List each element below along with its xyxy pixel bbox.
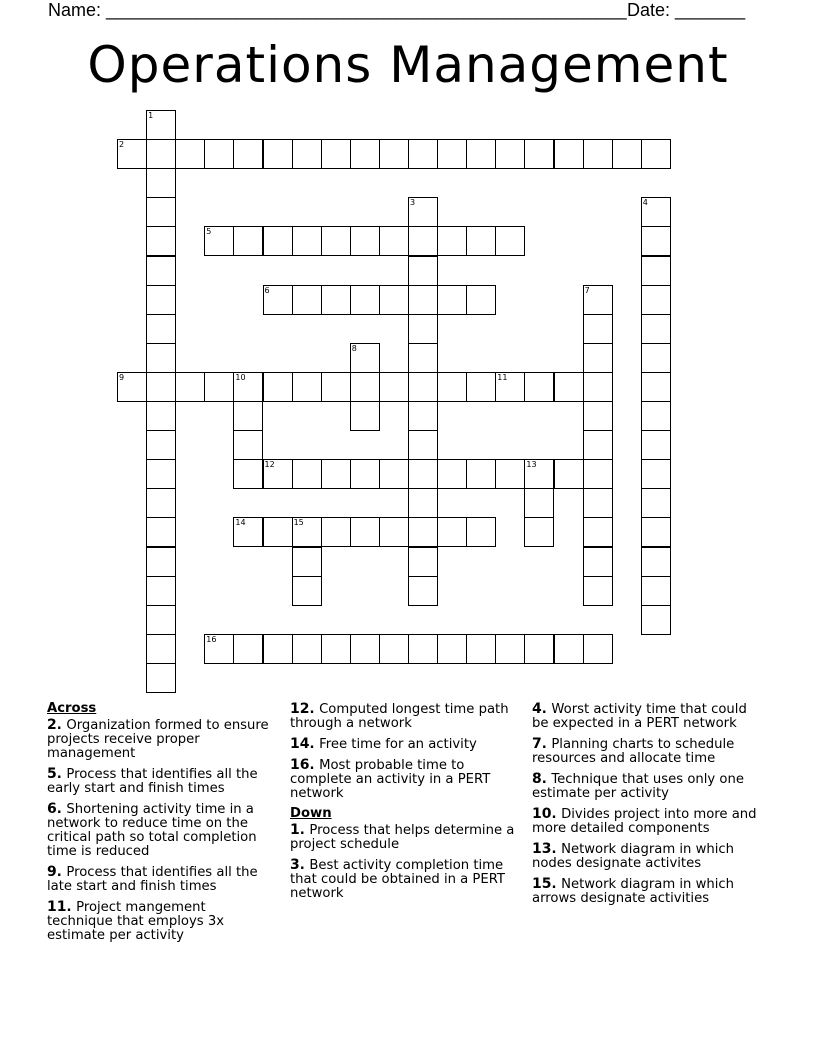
clue-number-label: 9 (119, 372, 125, 382)
crossword-cell[interactable] (408, 285, 438, 315)
crossword-cell[interactable] (437, 517, 467, 547)
crossword-cell[interactable] (292, 517, 322, 547)
crossword-cell[interactable] (641, 605, 671, 635)
crossword-cell[interactable] (233, 459, 263, 489)
crossword-cell[interactable] (554, 459, 584, 489)
clue-number-label: 16 (206, 634, 217, 644)
crossword-cell[interactable] (204, 226, 234, 256)
crossword-cell[interactable] (146, 314, 176, 344)
crossword-cell[interactable] (379, 459, 409, 489)
crossword-cell[interactable] (583, 285, 613, 315)
crossword-cell[interactable] (641, 226, 671, 256)
clue-number-label: 14 (235, 518, 246, 528)
crossword-cell[interactable] (466, 139, 496, 169)
crossword-cell[interactable] (583, 314, 613, 344)
crossword-cell[interactable] (350, 372, 380, 402)
crossword-cell[interactable] (321, 139, 351, 169)
clue-down-13: 13. Network diagram in which nodes designate activites (532, 841, 735, 871)
crossword-cell[interactable] (233, 372, 263, 402)
crossword-cell[interactable] (233, 226, 263, 256)
crossword-cell[interactable] (641, 401, 671, 431)
crossword-cell[interactable] (233, 517, 263, 547)
clue-number-label: 4 (642, 198, 648, 208)
crossword-cell[interactable] (466, 459, 496, 489)
crossword-cell[interactable] (204, 139, 234, 169)
crossword-cell[interactable] (583, 372, 613, 402)
crossword-cell[interactable] (437, 372, 467, 402)
crossword-cell[interactable] (554, 634, 584, 664)
clue-number-label: 13 (526, 460, 537, 470)
clue-number-label: 2 (119, 140, 125, 150)
clues-column-2 (290, 702, 520, 907)
crossword-cell[interactable] (641, 547, 671, 577)
down-heading: Down (290, 806, 332, 821)
crossword-cell[interactable] (554, 372, 584, 402)
clue-number-label: 1 (148, 111, 154, 120)
crossword-cell[interactable] (524, 459, 554, 489)
crossword-cell[interactable] (350, 634, 380, 664)
crossword-cell[interactable] (495, 226, 525, 256)
crossword-cell[interactable] (524, 517, 554, 547)
crossword-cell[interactable] (408, 401, 438, 431)
crossword-cell[interactable] (146, 634, 176, 664)
crossword-cell[interactable] (146, 430, 176, 460)
crossword-cell[interactable] (524, 139, 554, 169)
crossword-cell[interactable] (437, 634, 467, 664)
crossword-cell[interactable] (641, 488, 671, 518)
crossword-cell[interactable] (117, 139, 147, 169)
crossword-cell[interactable] (292, 372, 322, 402)
crossword-cell[interactable] (583, 343, 613, 373)
crossword-cell[interactable] (408, 256, 438, 286)
clue-number-label: 10 (235, 372, 246, 382)
crossword-cell[interactable] (641, 314, 671, 344)
crossword-cell[interactable] (408, 139, 438, 169)
across-heading: Across (47, 701, 97, 716)
clue-down-1: 1. Process that helps determine a project schedule (290, 822, 515, 852)
crossword-cell[interactable] (612, 139, 642, 169)
crossword-cell[interactable] (146, 459, 176, 489)
crossword-cell[interactable] (641, 517, 671, 547)
crossword-cell[interactable] (495, 139, 525, 169)
clue-number-label: 3 (410, 198, 416, 208)
crossword-cell[interactable] (583, 139, 613, 169)
clues-column-3 (532, 702, 762, 912)
crossword-cell[interactable] (466, 285, 496, 315)
crossword-cell[interactable] (321, 459, 351, 489)
crossword-cell[interactable] (408, 430, 438, 460)
crossword-cell[interactable] (641, 430, 671, 460)
crossword-cell[interactable] (583, 401, 613, 431)
crossword-cell[interactable] (146, 372, 176, 402)
crossword-cell[interactable] (321, 634, 351, 664)
crossword-cell[interactable] (146, 256, 176, 286)
crossword-cell[interactable] (292, 547, 322, 577)
clue-number-label: 6 (264, 285, 270, 295)
crossword-cell[interactable] (233, 634, 263, 664)
crossword-cell[interactable] (466, 226, 496, 256)
clue-across-11: 11. Project mangement technique that employs 3x estimate per activity (47, 899, 225, 943)
crossword-cell[interactable] (263, 372, 293, 402)
crossword-cell[interactable] (641, 139, 671, 169)
crossword-cell[interactable] (641, 459, 671, 489)
crossword-cell[interactable] (321, 372, 351, 402)
crossword-cell[interactable] (350, 226, 380, 256)
crossword-cell[interactable] (641, 256, 671, 286)
crossword-cell[interactable] (146, 139, 176, 169)
clue-number-label: 8 (351, 343, 357, 353)
crossword-cell[interactable] (583, 430, 613, 460)
crossword-cell[interactable] (379, 226, 409, 256)
crossword-cell[interactable] (408, 488, 438, 518)
crossword-cell[interactable] (263, 634, 293, 664)
clue-number-label: 15 (293, 518, 304, 528)
crossword-cell[interactable] (379, 517, 409, 547)
clue-number-label: 11 (497, 372, 508, 382)
crossword-cell[interactable] (146, 401, 176, 431)
clue-across-6: 6. Shortening activity time in a network to reduce time on the critical path so total completion time is reduced (47, 801, 257, 859)
clue-across-14: 14. Free time for an activity (290, 736, 477, 752)
crossword-cell[interactable] (408, 576, 438, 606)
crossword-cell[interactable] (263, 285, 293, 315)
crossword-cell[interactable] (379, 139, 409, 169)
crossword-cell[interactable] (146, 168, 176, 198)
crossword-cell[interactable] (263, 517, 293, 547)
clue-down-10: 10. Divides project into more and more detailed components (532, 806, 757, 836)
crossword-cell[interactable] (437, 226, 467, 256)
clues-column-1 (47, 702, 275, 949)
clue-number-label: 7 (584, 285, 590, 295)
crossword-cell[interactable] (641, 372, 671, 402)
crossword-cell[interactable] (583, 634, 613, 664)
crossword-cell[interactable] (641, 576, 671, 606)
crossword-cell[interactable] (437, 285, 467, 315)
crossword-cell[interactable] (379, 372, 409, 402)
crossword-cell[interactable] (146, 547, 176, 577)
crossword-cell[interactable] (292, 285, 322, 315)
crossword-cell[interactable] (495, 372, 525, 402)
crossword-cell[interactable] (408, 517, 438, 547)
crossword-cell[interactable] (350, 401, 380, 431)
crossword-cell[interactable] (641, 197, 671, 227)
crossword-cell[interactable] (379, 634, 409, 664)
crossword-cell[interactable] (583, 547, 613, 577)
crossword-cell[interactable] (466, 372, 496, 402)
clue-across-12: 12. Computed longest time path through a network (290, 701, 509, 731)
crossword-cell[interactable] (117, 372, 147, 402)
crossword-cell[interactable] (204, 634, 234, 664)
clue-down-7: 7. Planning charts to schedule resources and allocate time (532, 736, 735, 766)
crossword-cell[interactable] (466, 517, 496, 547)
crossword-cell[interactable] (350, 139, 380, 169)
clue-across-5: 5. Process that identifies all the early start and finish times (47, 766, 258, 796)
clue-number-label: 5 (206, 227, 212, 237)
crossword-cell[interactable] (233, 401, 263, 431)
crossword-cell[interactable] (233, 430, 263, 460)
crossword-cell[interactable] (350, 517, 380, 547)
clue-down-4: 4. Worst activity time that could be expected in a PERT network (532, 701, 747, 731)
crossword-cell[interactable] (437, 459, 467, 489)
crossword-cell[interactable] (350, 459, 380, 489)
clue-across-2: 2. Organization formed to ensure projects receive proper management (47, 717, 269, 761)
crossword-cell[interactable] (175, 372, 205, 402)
date-line: Date: _______ (627, 0, 746, 20)
crossword-cell[interactable] (146, 197, 176, 227)
crossword-cell[interactable] (233, 139, 263, 169)
crossword-cell[interactable] (408, 372, 438, 402)
clue-across-9: 9. Process that identifies all the late start and finish times (47, 864, 258, 894)
crossword-cell[interactable] (321, 285, 351, 315)
crossword-cell[interactable] (583, 488, 613, 518)
crossword-cell[interactable] (408, 634, 438, 664)
crossword-cell[interactable] (146, 663, 176, 693)
crossword-cell[interactable] (292, 634, 322, 664)
crossword-cell[interactable] (408, 314, 438, 344)
crossword-cell[interactable] (321, 226, 351, 256)
crossword-cell[interactable] (583, 576, 613, 606)
crossword-cell[interactable] (175, 139, 205, 169)
crossword-cell[interactable] (263, 226, 293, 256)
clue-down-8: 8. Technique that uses only one estimate per activity (532, 771, 744, 801)
crossword-cell[interactable] (263, 139, 293, 169)
clue-across-16: 16. Most probable time to complete an activity in a PERT network (290, 757, 491, 801)
crossword-cell[interactable] (146, 605, 176, 635)
crossword-cell[interactable] (495, 459, 525, 489)
clue-down-15: 15. Network diagram in which arrows designate activities (532, 876, 735, 906)
crossword-cell[interactable] (146, 110, 176, 140)
crossword-cell[interactable] (146, 576, 176, 606)
crossword-cell[interactable] (583, 459, 613, 489)
crossword-cell[interactable] (524, 372, 554, 402)
crossword-cell[interactable] (292, 459, 322, 489)
clue-number-label: 12 (264, 460, 275, 470)
name-line: Name: ____________________________________________________ (48, 0, 627, 20)
crossword-cell[interactable] (583, 517, 613, 547)
page-title: Operations Management (87, 36, 729, 94)
crossword-cell[interactable] (350, 343, 380, 373)
crossword-cell[interactable] (495, 634, 525, 664)
crossword-cell[interactable] (350, 285, 380, 315)
crossword-cell[interactable] (204, 372, 234, 402)
crossword-cell[interactable] (641, 343, 671, 373)
crossword-cell[interactable] (641, 285, 671, 315)
crossword-cell[interactable] (408, 547, 438, 577)
crossword-cell[interactable] (263, 459, 293, 489)
crossword-cell[interactable] (437, 139, 467, 169)
crossword-cell[interactable] (466, 634, 496, 664)
crossword-cell[interactable] (524, 634, 554, 664)
clue-down-3: 3. Best activity completion time that could be obtained in a PERT network (290, 857, 505, 901)
crossword-cell[interactable] (408, 343, 438, 373)
crossword-cell[interactable] (146, 285, 176, 315)
crossword-cell[interactable] (408, 226, 438, 256)
crossword-cell[interactable] (408, 197, 438, 227)
crossword-cell[interactable] (379, 285, 409, 315)
crossword-cell[interactable] (292, 139, 322, 169)
crossword-cell[interactable] (554, 139, 584, 169)
crossword-cell[interactable] (292, 576, 322, 606)
crossword-cell[interactable] (292, 226, 322, 256)
crossword-cell[interactable] (524, 488, 554, 518)
crossword-cell[interactable] (321, 517, 351, 547)
crossword-cell[interactable] (146, 226, 176, 256)
crossword-cell[interactable] (146, 488, 176, 518)
crossword-cell[interactable] (408, 459, 438, 489)
crossword-cell[interactable] (146, 343, 176, 373)
crossword-cell[interactable] (146, 517, 176, 547)
